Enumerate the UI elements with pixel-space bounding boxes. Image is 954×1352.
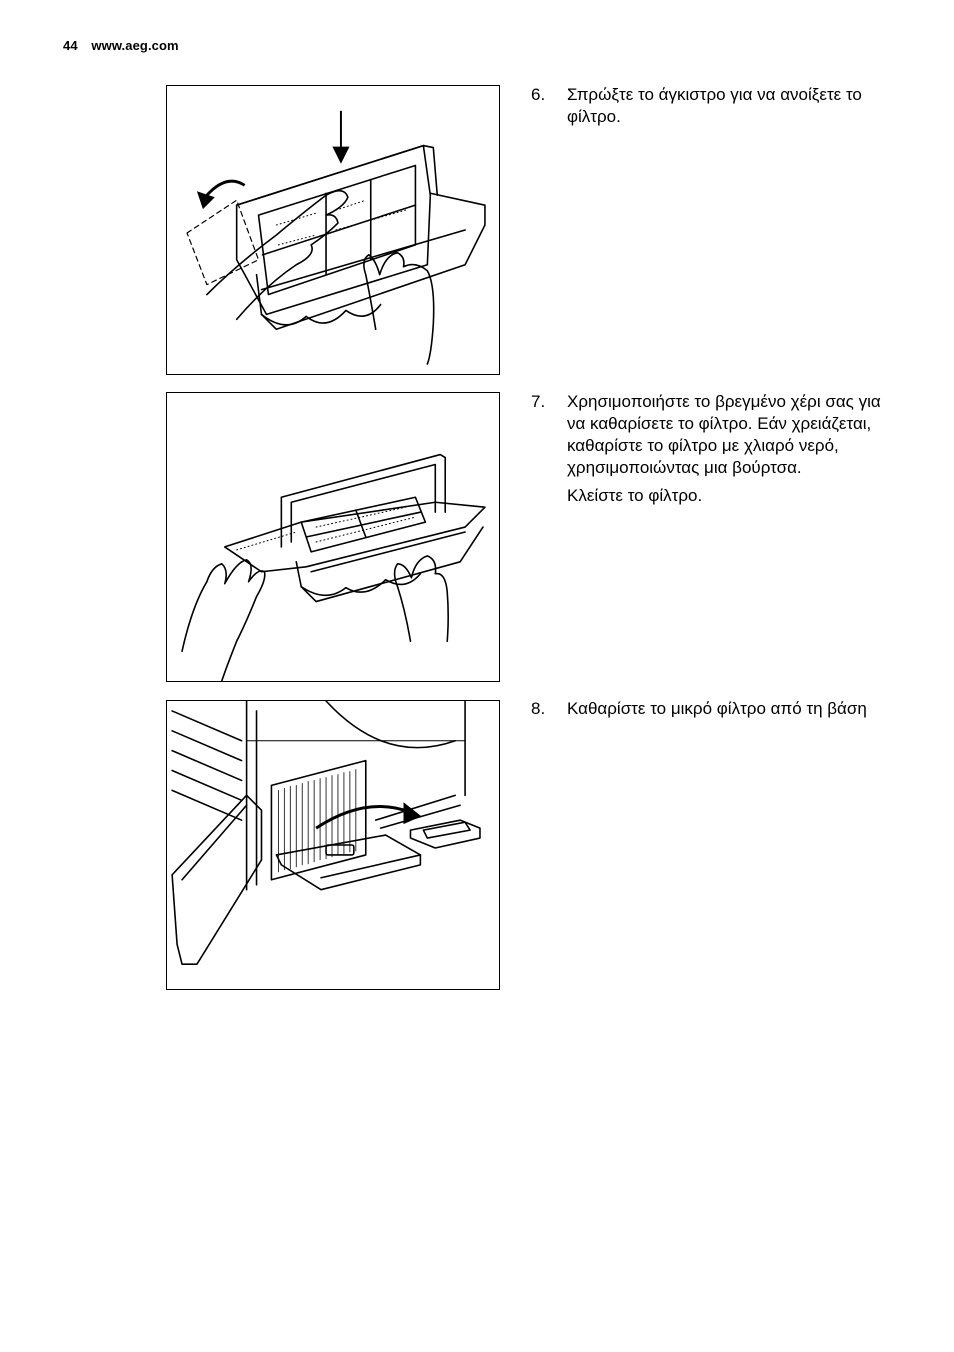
filter-hook-illustration (167, 86, 499, 374)
figure-clean-filter (166, 392, 500, 682)
step-text: Καθαρίστε το μικρό φίλτρο από τη βάση (567, 699, 867, 718)
step-note: Κλείστε το φίλτρο. (567, 486, 703, 505)
website-link[interactable]: www.aeg.com (91, 38, 179, 53)
small-filter-illustration (167, 701, 499, 989)
step-number: 8. (531, 699, 546, 718)
step-text: Χρησιμοποιήστε το βρεγμένο χέρι σας για να καθαρίσετε το φίλτρο. Εάν χρειάζεται, καθαρίστε το φίλτρο με χλιαρό νερό, χρησιμοποιώντας μια βούρτσα. (567, 392, 881, 477)
page-header (63, 38, 179, 53)
figure-open-filter (166, 85, 500, 375)
step-text: Σπρώξτε το άγκιστρο για να ανοίξετε το φίλτρο. (567, 85, 862, 126)
page-number: 44 (63, 38, 78, 53)
clean-filter-illustration (167, 393, 499, 681)
step-7 (531, 391, 891, 507)
step-8 (531, 698, 891, 720)
step-6 (531, 84, 891, 128)
step-number: 6. (531, 85, 546, 104)
figure-clean-small-filter (166, 700, 500, 990)
step-number: 7. (531, 392, 546, 411)
